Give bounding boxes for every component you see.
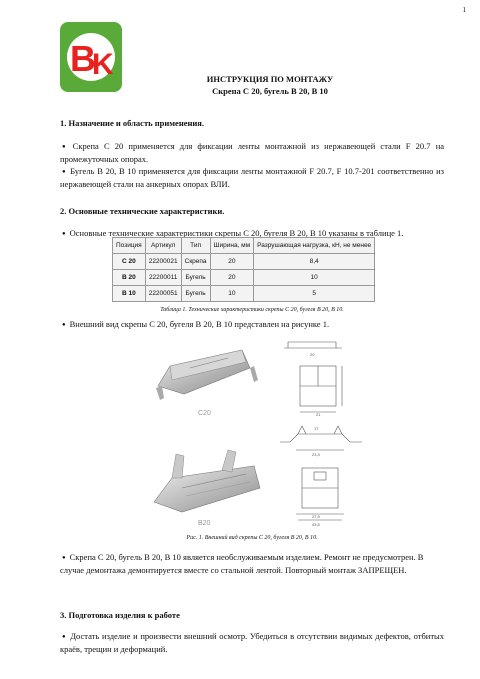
table-cell: 10 — [210, 286, 254, 302]
section1-heading: 1. Назначение и область применения. — [60, 118, 205, 128]
table-header-cell: Артикул — [145, 238, 181, 254]
section1-paragraph2: ● Бугель В 20, В 10 применяется для фиксации ленты монтажной F 20.7, F 10.7-201 соответственно из нержавеющей стали на анкерных опорах ВЛИ. — [60, 165, 444, 190]
table-cell: 22200051 — [145, 286, 181, 302]
svg-text:23,3: 23,3 — [312, 452, 320, 457]
table-cell: Бугель — [181, 270, 210, 286]
company-logo — [60, 22, 122, 92]
section2-heading: 2. Основные технические характеристики. — [60, 206, 225, 216]
table-cell: 20 — [210, 254, 254, 270]
table-cell: 8,4 — [254, 254, 375, 270]
section2-paragraph2: ● Внешний вид скрепы С 20, бугеля В 20, В 10 представлен на рисунке 1. — [60, 318, 444, 331]
table-cell: 22200021 — [145, 254, 181, 270]
table-cell: 22200011 — [145, 270, 181, 286]
document-title: ИНСТРУКЦИЯ ПО МОНТАЖУ — [206, 74, 334, 84]
document-subtitle: Скрепа С 20, бугель В 20, В 10 — [212, 86, 328, 96]
section3-heading: 3. Подготовка изделия к работе — [60, 610, 180, 620]
svg-text:17: 17 — [314, 426, 319, 431]
table-cell: 20 — [210, 270, 254, 286]
table-row — [113, 254, 375, 270]
svg-text:27,9: 27,9 — [312, 514, 320, 519]
table-header-cell: Позиция — [113, 238, 146, 254]
section1-paragraph1: ● Скрепа С 20 применяется для фиксации ленты монтажной из нержавеющей стали F 20.7 на промежуточных опорах. — [60, 140, 444, 165]
c20-technical-drawing — [278, 334, 358, 418]
b20-buckle-photo — [142, 448, 270, 520]
svg-text:K: K — [92, 48, 114, 81]
table-caption: Таблица 1. Технические характеристики скрепы С 20, бугеля В 20, В 10. — [160, 307, 344, 313]
table-cell: В 10 — [113, 286, 146, 302]
table-cell: С 20 — [113, 254, 146, 270]
table-header-cell: Ширина, мм — [210, 238, 254, 254]
svg-text:B: B — [70, 38, 96, 79]
table-cell: Бугель — [181, 286, 210, 302]
b20-label: B20 — [198, 520, 211, 527]
figure-caption: Рис. 1. Внешний вид скрепы С 20, бугеля В 20, В 10. — [186, 535, 318, 541]
table-cell: 5 — [254, 286, 375, 302]
specs-table — [112, 237, 375, 302]
table-header-cell: Разрушающая нагрузка, кН, не менее — [254, 238, 375, 254]
svg-text:43,5: 43,5 — [312, 522, 320, 527]
table-header-row — [113, 238, 375, 254]
b20-technical-drawing — [276, 420, 368, 530]
table-cell: Скрепа — [181, 254, 210, 270]
c20-clip-photo — [150, 342, 260, 404]
svg-text:21: 21 — [316, 412, 321, 417]
table-header-cell: Тип — [181, 238, 210, 254]
section2-paragraph3: ● Скрепа С 20, бугель В 20, В 10 является необслуживаемым изделием. Ремонт не предусмотрен. В случае демонтажа демонтируется вместе со стальной лентой. Повторный монтаж ЗАПРЕЩЕН. — [60, 551, 444, 576]
table-cell: В 20 — [113, 270, 146, 286]
svg-text:20: 20 — [310, 352, 315, 357]
section2-paragraph1: ● Основные технические характеристики скрепы С 20, бугеля В 20, В 10 указаны в таблице 1. — [60, 227, 444, 240]
table-cell: 10 — [254, 270, 375, 286]
table-row — [113, 286, 375, 302]
page-number: 1 — [462, 6, 466, 14]
table-row — [113, 270, 375, 286]
section3-paragraph1: ● Достать изделие и произвести внешний осмотр. Убедиться в отсутствии видимых дефектов, отбитых краёв, трещин и деформаций. — [60, 630, 444, 655]
c20-label: C20 — [198, 410, 211, 417]
